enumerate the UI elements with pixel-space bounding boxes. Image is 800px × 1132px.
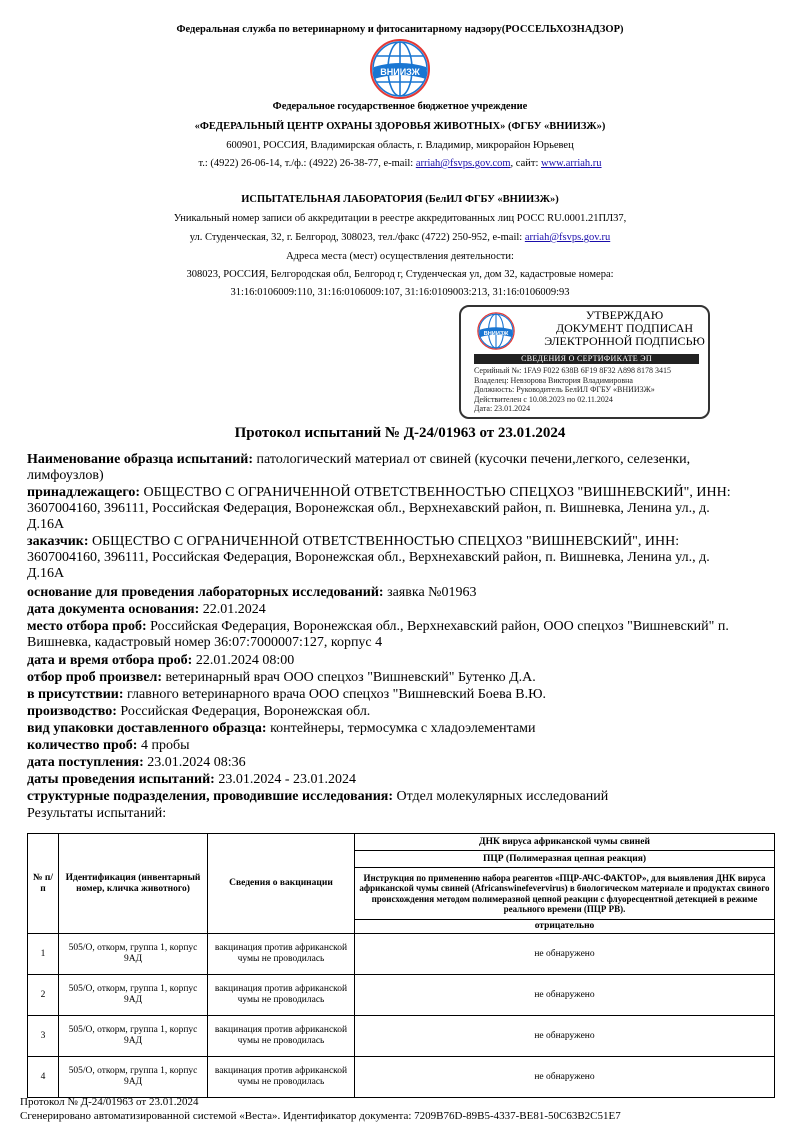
field-department <box>27 789 608 804</box>
value: Российская Федерация, Воронежская обл., Верхнехавский район, ООО спецхоз "Вишневский" п. <box>150 619 729 634</box>
value: 23.01.2024 - 23.01.2024 <box>218 772 356 787</box>
field-owner-cont-2: Д.16А <box>27 517 65 532</box>
label: производство: <box>27 704 117 719</box>
contacts-text: т.: (4922) 26-06-14, т./ф.: (4922) 26-38-77, e-mail: <box>198 158 416 169</box>
field-production <box>27 704 370 719</box>
cell-result: не обнаружено <box>355 934 775 975</box>
value: 4 пробы <box>140 738 190 753</box>
lab-address-text: ул. Студенческая, 32, г. Белгород, 308023, тел./факс (4722) 250-952, e-mail: <box>189 232 525 243</box>
cell-result: не обнаружено <box>355 1057 775 1098</box>
field-basis <box>27 585 477 600</box>
table-row <box>28 1057 775 1098</box>
field-quantity <box>27 738 190 753</box>
stamp-logo <box>476 311 516 351</box>
institution-name: «ФЕДЕРАЛЬНЫЙ ЦЕНТР ОХРАНЫ ЗДОРОВЬЯ ЖИВОТНЫХ» (ФГБУ «ВНИИЗЖ») <box>194 121 606 132</box>
value: главного ветеринарного врача ООО спецхоз "Вишневский Боева В.Ю. <box>127 687 547 702</box>
cell-vaccination: вакцинация против африканской чумы не проводилась <box>208 975 355 1016</box>
stamp-cert-bar: СВЕДЕНИЯ О СЕРТИФИКАТЕ ЭП <box>474 354 699 364</box>
stamp-line-2: ДОКУМЕНТ ПОДПИСАН <box>555 321 694 335</box>
label: в присутствии: <box>27 687 124 702</box>
col-header-vaccination: Сведения о вакцинации <box>208 834 355 934</box>
cell-id: 505/О, откорм, группа 1, корпус 9АД <box>59 975 208 1016</box>
cell-no: 4 <box>28 1057 59 1098</box>
label: вид упаковки доставленного образца: <box>27 721 267 736</box>
institution-contacts <box>0 157 800 171</box>
svg-text:ВНИИЗЖ: ВНИИЗЖ <box>380 67 420 77</box>
results-heading: Результаты испытаний: <box>27 806 167 821</box>
cell-id: 505/О, откорм, группа 1, корпус 9АД <box>59 934 208 975</box>
label: структурные подразделения, проводившие исследования: <box>27 789 394 804</box>
cell-no: 3 <box>28 1016 59 1057</box>
cell-id: 505/О, откорм, группа 1, корпус 9АД <box>59 1057 208 1098</box>
institution-address: 600901, РОССИЯ, Владимирская область, г. Владимир, микрорайон Юрьевец <box>226 140 574 151</box>
cell-vaccination: вакцинация против африканской чумы не проводилась <box>208 934 355 975</box>
places-label: Адреса места (мест) осуществления деятельности: <box>286 251 514 262</box>
cell-result: не обнаружено <box>355 975 775 1016</box>
site-link[interactable]: www.arriah.ru <box>541 158 602 169</box>
lab-address <box>0 231 800 245</box>
table-row <box>28 1016 775 1057</box>
label: Наименование образца испытаний: <box>27 452 253 467</box>
value: 22.01.2024 08:00 <box>195 653 295 668</box>
protocol-title: Протокол испытаний № Д-24/01963 от 23.01.2024 <box>234 425 566 441</box>
value: Отдел молекулярных исследований <box>396 789 609 804</box>
places-line-2: 31:16:0106009:110, 31:16:0106009:107, 31:16:0109003:213, 31:16:0106009:93 <box>230 287 570 298</box>
field-packaging <box>27 721 536 736</box>
label: отбор проб произвел: <box>27 670 162 685</box>
field-customer-cont-2: Д.16А <box>27 566 65 581</box>
cell-id: 505/О, откорм, группа 1, корпус 9АД <box>59 1016 208 1057</box>
label: место отбора проб: <box>27 619 147 634</box>
col-header-id: Идентификация (инвентарный номер, кличка животного) <box>59 834 208 934</box>
col-header-target: ДНК вируса африканской чумы свиней <box>355 834 775 851</box>
col-header-method: ПЦР (Полимеразная цепная реакция) <box>355 851 775 868</box>
value: Российская Федерация, Воронежская обл. <box>120 704 371 719</box>
label: заказчик: <box>27 534 89 549</box>
value: 22.01.2024 <box>202 602 266 617</box>
value: ветеринарный врач ООО спецхоз "Вишневский" Бутенко Д.А. <box>165 670 536 685</box>
label: основание для проведения лабораторных исследований: <box>27 585 384 600</box>
e-signature-stamp <box>459 305 710 419</box>
cell-no: 2 <box>28 975 59 1016</box>
email-link[interactable]: arriah@fsvps.gov.com <box>415 158 511 169</box>
field-sampler <box>27 670 536 685</box>
stamp-line-1: УТВЕРЖДАЮ <box>585 308 664 322</box>
lab-email-link[interactable]: arriah@fsvps.gov.ru <box>524 232 611 243</box>
cell-result: не обнаружено <box>355 1016 775 1057</box>
field-test-dates <box>27 772 356 787</box>
col-header-no: № п/п <box>28 834 59 934</box>
places-line-1: 308023, РОССИЯ, Белгородская обл, Белгород г, Студенческая ул, дом 32, кадастровые номера: <box>186 269 614 280</box>
stamp-line-3: ЭЛЕКТРОННОЙ ПОДПИСЬЮ <box>544 334 705 348</box>
field-sampling-place <box>27 619 729 634</box>
stamp-serial: Серийный №: 1FA9 F022 638B 6F19 8F32 A898 8178 3415 <box>474 366 671 375</box>
field-sampling-place-cont: Вишневка, кадастровый номер 36:07:7000007:127, корпус 4 <box>27 635 383 650</box>
stamp-position: Должность: Руководитель БелИЛ ФГБУ «ВНИИЗЖ» <box>474 385 655 394</box>
cell-vaccination: вакцинация против африканской чумы не проводилась <box>208 1016 355 1057</box>
value: 23.01.2024 08:36 <box>147 755 246 770</box>
field-received <box>27 755 246 770</box>
footer-protocol: Протокол № Д-24/01963 от 23.01.2024 <box>20 1096 199 1108</box>
field-customer-cont-1: 3607004160, 396111, Российская Федерация, Воронежская обл., Верхнехавский район, п. Вишневка, Ленина ул., д. <box>27 550 710 565</box>
value: заявка №01963 <box>387 585 477 600</box>
institution-type: Федеральное государственное бюджетное учреждение <box>272 101 528 112</box>
stamp-date: Дата: 23.01.2024 <box>474 404 531 413</box>
stamp-owner: Владелец: Невзорова Виктория Владимировна <box>474 376 633 385</box>
value: ОБЩЕСТВО С ОГРАНИЧЕННОЙ ОТВЕТСТВЕННОСТЬЮ СПЕЦХОЗ "ВИШНЕВСКИЙ", ИНН: <box>92 534 680 549</box>
lab-accreditation: Уникальный номер записи об аккредитации в реестре аккредитованных лиц РОСС RU.0001.21ПЛ37, <box>173 213 627 224</box>
table-row <box>28 975 775 1016</box>
footer-generated: Сгенерировано автоматизированной системой «Веста». Идентификатор документа: 7209B76D-89B5-4337-BE81-50C63B2C51E7 <box>20 1110 621 1122</box>
results-table <box>27 833 775 1098</box>
label: дата поступления: <box>27 755 144 770</box>
field-sample-name-cont: лимфоузлов) <box>27 468 104 483</box>
value: контейнеры, термосумка с хладоэлементами <box>270 721 536 736</box>
label: дата и время отбора проб: <box>27 653 193 668</box>
field-customer <box>27 534 679 549</box>
value: патологический материал от свиней (кусочки печени,легкого, селезенки, <box>256 452 691 467</box>
vniizzh-logo <box>368 37 432 101</box>
cell-no: 1 <box>28 934 59 975</box>
col-header-norm: отрицательно <box>355 920 775 934</box>
label: принадлежащего: <box>27 485 140 500</box>
field-presence <box>27 687 546 702</box>
field-sample-name <box>27 452 690 467</box>
cell-vaccination: вакцинация против африканской чумы не проводилась <box>208 1057 355 1098</box>
table-row <box>28 934 775 975</box>
field-basis-date <box>27 602 266 617</box>
field-owner <box>27 485 731 500</box>
col-header-instruction: Инструкция по применению набора реагентов «ПЦР-АЧС-ФАКТОР», для выявления ДНК вируса африканской чумы свиней (Africanswinefevervirus) в биологическом материале и продуктах свиного происхождения методом полимеразной цепной реакции с флуоресцентной детекцией в режиме реального времени (ПЦР РВ). <box>355 868 775 920</box>
label: дата документа основания: <box>27 602 200 617</box>
value: ОБЩЕСТВО С ОГРАНИЧЕННОЙ ОТВЕТСТВЕННОСТЬЮ СПЕЦХОЗ "ВИШНЕВСКИЙ", ИНН: <box>143 485 731 500</box>
lab-name: ИСПЫТАТЕЛЬНАЯ ЛАБОРАТОРИЯ (БелИЛ ФГБУ «ВНИИЗЖ») <box>241 194 559 205</box>
field-owner-cont-1: 3607004160, 396111, Российская Федерация, Воронежская обл., Верхнехавский район, п. Вишневка, Ленина ул., д. <box>27 501 710 516</box>
stamp-validity: Действителен с 10.08.2023 по 02.11.2024 <box>474 395 613 404</box>
label: количество проб: <box>27 738 138 753</box>
field-sampling-datetime <box>27 653 294 668</box>
site-prefix: , сайт: <box>510 158 541 169</box>
svg-text:ВНИИЗЖ: ВНИИЗЖ <box>483 330 509 337</box>
agency-name: Федеральная служба по ветеринарному и фитосанитарному надзору(РОССЕЛЬХОЗНАДЗОР) <box>176 24 624 35</box>
label: даты проведения испытаний: <box>27 772 215 787</box>
